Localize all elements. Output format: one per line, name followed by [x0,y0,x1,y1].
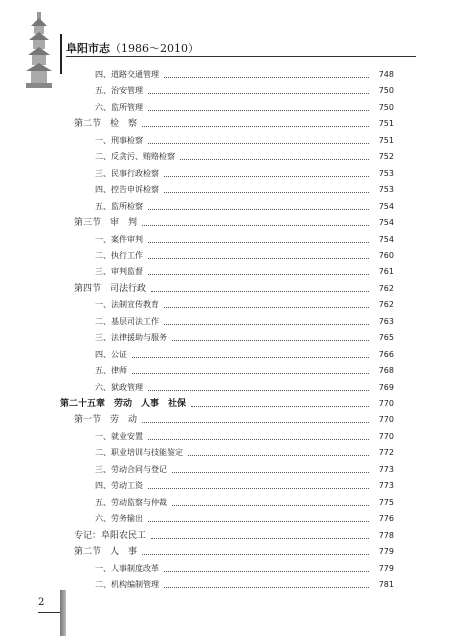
toc-leader-dots [151,290,369,292]
toc-leader-dots [142,421,369,423]
toc-page-number: 766 [378,349,394,359]
toc-leader-dots [148,208,369,210]
page-number: 2 [38,597,45,608]
toc-leader-dots [142,125,369,127]
toc-label: 第一节 劳 动 [74,415,138,426]
toc-item[interactable] [95,561,394,577]
toc-item[interactable] [95,149,394,165]
toc-page-number: 754 [378,218,394,228]
toc-leader-dots [188,454,369,456]
toc-label: 第二十五章 劳动 人事 社保 [60,399,187,409]
toc-leader-dots [148,520,369,522]
toc-page-number: 751 [378,135,394,145]
toc-label: 三、法律援助与服务 [95,333,167,343]
toc-page-number: 763 [378,316,394,326]
toc-label: 五、律师 [95,366,127,376]
toc-item[interactable] [95,297,394,313]
book-title: 阜阳市志 [66,42,110,55]
toc-leader-dots [172,339,369,341]
toc-label: 三、民事行政检察 [95,168,159,178]
toc-item[interactable] [95,347,394,363]
toc-item[interactable] [95,330,394,346]
toc-label: 三、劳动合同与登记 [95,464,167,474]
toc-item[interactable] [95,445,394,461]
footer-bar [60,590,66,636]
toc-page-number: 748 [378,70,394,79]
toc-item[interactable] [95,363,394,379]
toc-label: 二、基层司法工作 [95,316,159,326]
toc-item[interactable] [95,314,394,330]
toc-label: 第四节 司法行政 [74,283,147,294]
toc-leader-dots [148,257,369,259]
toc-page-number: 754 [378,234,394,244]
toc-leader-dots [172,471,369,473]
toc-item[interactable] [95,133,394,149]
toc-leader-dots [164,586,369,588]
toc-item[interactable] [95,67,394,83]
toc-item[interactable] [95,577,394,593]
toc-leader-dots [151,537,369,539]
toc-label: 五、劳动监察与仲裁 [95,497,167,507]
toc-leader-dots [164,191,369,193]
toc-label: 二、机构编制管理 [95,579,159,589]
toc-label: 第二节 检 察 [74,119,138,130]
toc-leader-dots [172,504,369,506]
toc-label: 二、反贪污、贿赂检察 [95,152,175,162]
toc-item[interactable] [95,232,394,248]
toc-label: 一、案件审判 [95,234,143,244]
toc-leader-dots [142,553,369,555]
toc-section[interactable] [74,116,394,132]
toc-leader-dots [164,323,369,325]
toc-page-number: 775 [378,497,394,507]
toc-page-number: 773 [378,481,394,491]
toc-leader-dots [180,158,369,160]
toc-page-number: 753 [378,168,394,178]
toc-leader-dots [191,405,369,407]
toc-page-number: 779 [378,547,394,557]
toc-leader-dots [142,224,369,226]
toc-page-number: 751 [378,119,394,129]
toc-label: 一、就业安置 [95,431,143,441]
toc-leader-dots [148,487,369,489]
toc-label: 四、公证 [95,349,127,359]
toc-page-number: 781 [378,579,394,589]
toc-page-number: 752 [378,152,394,162]
toc-page-number: 762 [378,283,394,293]
toc-item[interactable] [95,248,394,264]
toc-label: 专记：阜阳农民工 [74,530,147,541]
header-rule [66,56,416,57]
toc-label: 一、法制宣传教育 [95,300,159,310]
toc-leader-dots [148,389,369,391]
toc-label: 六、监所管理 [95,102,143,112]
toc-label: 三、审判监督 [95,267,143,277]
toc-leader-dots [148,241,369,243]
toc-leader-dots [148,273,369,275]
toc-section[interactable] [74,412,394,428]
toc-label: 四、劳动工资 [95,481,143,491]
toc-leader-dots [148,109,369,111]
toc-section[interactable] [74,281,394,297]
toc-label: 一、人事制度改革 [95,563,159,573]
toc-label: 二、执行工作 [95,250,143,260]
toc-leader-dots [132,356,369,358]
header-vertical-rule [60,34,62,74]
footer-rule [38,612,60,613]
toc-leader-dots [148,438,369,440]
toc-item[interactable] [95,83,394,99]
toc-page-number: 750 [378,86,394,96]
toc-page-number: 753 [378,185,394,195]
toc-item[interactable] [95,182,394,198]
toc-section[interactable] [74,528,394,544]
toc-label: 第二节 人 事 [74,547,138,558]
toc-leader-dots [148,142,369,144]
toc-leader-dots [148,92,369,94]
toc-item[interactable] [95,478,394,494]
toc-page-number: 761 [378,267,394,277]
toc-leader-dots [164,570,369,572]
toc-item[interactable] [95,511,394,527]
book-years: （1986～2010） [110,42,199,55]
toc-label: 一、刑事检察 [95,135,143,145]
toc-item[interactable] [95,100,394,116]
toc-label: 四、道路交通管理 [95,70,159,79]
toc-label: 六、狱政管理 [95,382,143,392]
toc-item[interactable] [95,462,394,478]
toc-page-number: 754 [378,201,394,211]
toc-page-number: 768 [378,366,394,376]
toc-item[interactable] [95,264,394,280]
toc-label: 二、职业培训与技能鉴定 [95,448,183,458]
toc-page-number: 776 [378,514,394,524]
toc-item[interactable] [95,199,394,215]
toc-leader-dots [164,306,369,308]
toc-item[interactable] [95,429,394,445]
toc-page-number: 772 [378,448,394,458]
toc-page-number: 769 [378,382,394,392]
toc-leader-dots [164,175,369,177]
toc-section[interactable] [74,215,394,231]
toc-item[interactable] [95,166,394,182]
toc-chapter[interactable] [60,396,394,412]
toc-item[interactable] [95,380,394,396]
page-title [66,40,199,56]
toc-page-number: 770 [378,399,394,408]
toc-label: 第三节 审 判 [74,218,138,229]
toc-page-number: 778 [378,530,394,540]
pagoda-icon [20,10,58,90]
toc-page-number: 770 [378,415,394,425]
toc-page-number: 762 [378,300,394,310]
toc-label: 五、监所检察 [95,201,143,211]
toc-label: 五、治安管理 [95,86,143,96]
toc-label: 四、控告申诉检察 [95,185,159,195]
toc-page-number: 750 [378,102,394,112]
toc-page-number: 773 [378,464,394,474]
toc-section[interactable] [74,544,394,560]
toc-page-number: 765 [378,333,394,343]
toc-leader-dots [164,76,369,78]
toc-page-number: 760 [378,250,394,260]
toc-page-number: 770 [378,431,394,441]
toc-leader-dots [132,372,369,374]
toc-label: 六、劳务输出 [95,514,143,524]
toc-item[interactable] [95,495,394,511]
toc-page-number: 779 [378,563,394,573]
